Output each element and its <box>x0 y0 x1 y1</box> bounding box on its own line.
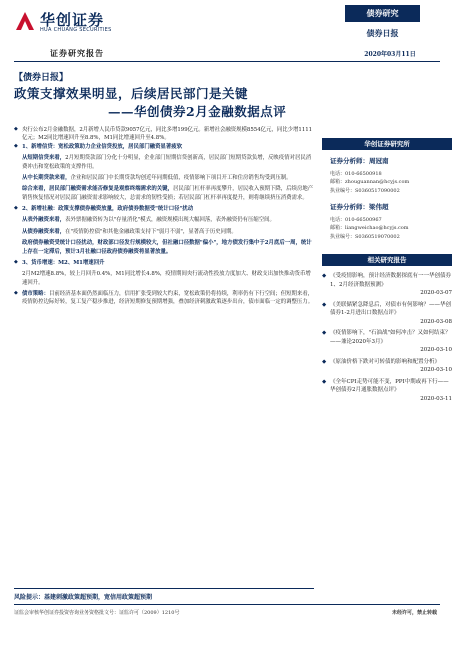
summary-body <box>14 126 314 310</box>
report-type: 证券研究报告 <box>50 48 104 58</box>
bullet-icon: ◆ <box>322 301 327 308</box>
analyst-1-tel: 电话：010-66500918 <box>330 171 382 177</box>
analyst-2-cert: 执业编号：S0360519070002 <box>330 233 400 240</box>
bullet-icon: ◆ <box>322 378 327 385</box>
footer-license: 证监会审核华创证券投资咨询业务资格批文号：证监许可（2009）1210号 <box>14 610 180 616</box>
section-strategy: ◆ 债市策略：目前经济基本面仍然面临压力，信用扩张受到较大约束，宽松政策仍将持续，利率仍有下行空间；但短期来看，疫情防控边际好转，复工复产稳步推进，经济短期修复预期增强，叠加经济刺激政策逐步出台，债市面临一定的调整压力。 <box>14 290 314 310</box>
analyst-2-info <box>330 216 450 241</box>
related-report[interactable]: ◆ 《美联储紧急降息后，对债市有何影响？——华创债券1-2月进出口数据点评》 2020-03-08 <box>322 301 452 325</box>
sub-category: 债券日报 <box>366 28 399 38</box>
related-reports-list <box>322 272 452 406</box>
title-main: 政策支撑效果明显，后续居民部门是关键 <box>14 86 249 101</box>
analyst-1-email[interactable]: 邮箱：zhouguannan@hcyjs.com <box>330 179 410 186</box>
section-3-title: 3、货币增速：M2、M1增速回升 <box>22 259 105 266</box>
analyst-1-name: 证券分析师：周冠南 <box>330 157 389 165</box>
footer-copyright: 未经许可，禁止转载 <box>392 610 438 616</box>
title-sub: ——华创债券2月金融数据点评 <box>108 104 287 119</box>
logo-name-en: HUA CHUANG SECURITIES <box>40 27 112 33</box>
bullet-icon: ◆ <box>14 205 18 211</box>
logo-name-cn: 华创证券 <box>40 11 105 29</box>
bullet-icon: ◆ <box>14 126 18 132</box>
related-report[interactable]: ◆ 《全年CPI走势可能不变，PPI中期或再下行——华创债券2月通胀数据点评》 2020-03-11 <box>322 378 452 402</box>
related-report[interactable]: ◆ 《原油价格下跌对可转债的影响和配置分析》 2020-03-10 <box>322 358 452 374</box>
analyst-2-name: 证券分析师：梁伟超 <box>330 203 389 211</box>
related-report[interactable]: ◆ 《疫情影响下，"石油战"如何冲击？又如何结束？——兼论2020年3月》 2020-03-10 <box>322 330 452 354</box>
bullet-icon: ◆ <box>322 330 327 337</box>
huachuang-logo-icon <box>14 10 36 32</box>
bullet-icon: ◆ <box>14 290 18 296</box>
footer-divider <box>14 604 440 605</box>
analyst-2-email[interactable]: 邮箱：liangweichao@hcyjs.com <box>330 225 409 232</box>
analyst-2-tel: 电话：010-66500967 <box>330 217 382 223</box>
intro-paragraph: ◆ 央行公布2月金融数据，2月新增人民币贷款9057亿元，同比多增199亿元。新增社会融资规模8554亿元，同比少增1111亿元；M2同比增速回升至8.8%，M1同比增速回升至4.8%。 <box>14 126 313 142</box>
analyst-1-cert: 执业编号：S0360517090002 <box>330 187 400 194</box>
related-reports-bar: 相关研究报告 <box>322 254 452 266</box>
section-2-title: 2、新增社融：政策支撑债券融资放量，政府债券数据受"统计口径"扰动 <box>22 206 194 212</box>
bullet-icon: ◆ <box>322 358 327 365</box>
category-badge: 债券研究 <box>345 5 420 22</box>
bullet-icon: ◆ <box>14 142 18 149</box>
section-1: ◆ 1、新增信贷：宽松政策助力企业信贷投放，居民部门融资显著疲软 从短期信贷来看，2月短期贷款部门分化十分明显，企业部门短期信贷创新高，居民部门短期贷款负增，反映疫情对居民消费冲击和宽松政策的支撑作用。 从中长期贷款来看，企业和居民部门中长期贷款均创近年同期低值，疫情影响下项目开工和住房销售均受到压制。 综合来看，居民部门融资需求能否修复是观察终端需求的关键，居民部门杠杆率再度攀升，居民收入预期下降，后续房地产销售恢复情况对居民部门融资需求影响较大，总需求的韧性受损；若居民部门杠杆率再度提升，则将继续挤压消费需求。 <box>14 143 314 205</box>
report-tag: 【债券日报】 <box>14 73 69 83</box>
risk-warning: 风险提示：基建刺激政策超预期，宽信用政策超预期 <box>14 588 314 601</box>
bullet-icon: ◆ <box>322 273 327 279</box>
section-2: ◆ 2、新增社融：政策支撑债券融资放量，政府债券数据受"统计口径"扰动 从表外融资来看，表外票据融资转为以"存量消化"模式，融资规模出现大幅回落，表外融资仍有压缩空间。 从债券融资来看，在"疫情防控债"和其他金融政策支持下"弱月不弱"，显著高于历史同期。 政府债券融资受统计口径扰动，财政部口径发行规模较大，但社融口径数据"偏小"，地方债发行集中于2月底后一周，统计上存在一定滞后，预计3月社融口径政府债券融资将显著放量。 <box>14 205 314 259</box>
team-label-bar: 华创证券研究所 <box>322 138 452 150</box>
header-divider <box>14 61 440 62</box>
report-date: 2020年03月11日 <box>364 51 416 58</box>
section-1-title: 1、新增信贷：宽松政策助力企业信贷投放，居民部门融资显著疲软 <box>22 143 183 150</box>
related-report[interactable]: ◆ 《受疫情影响，预计经济数据探底有一一华创债券1、2月经济数据预测》 2020-03-07 <box>322 273 452 297</box>
analyst-1-info <box>330 170 450 195</box>
bullet-icon: ◆ <box>14 258 18 265</box>
section-3: ◆ 3、货币增速：M2、M1增速回升 2月M2增速8.8%，较上月回升0.4%，M1同比增长4.8%，疫情期间央行流动性投放力度加大、财政支出加快推动货币增速回升。 <box>14 259 314 290</box>
